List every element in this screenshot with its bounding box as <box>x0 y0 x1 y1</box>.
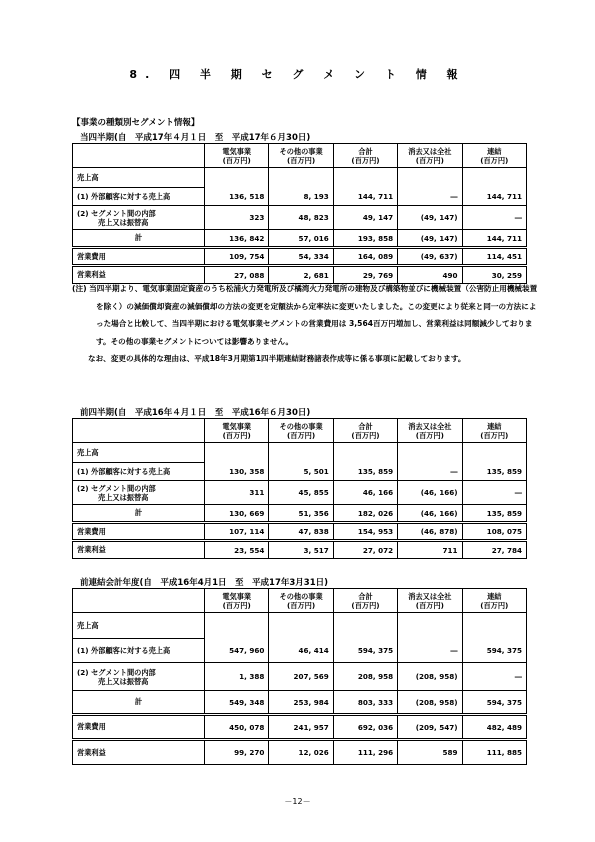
cell: 45, 855 <box>269 481 333 505</box>
cell: 547, 960 <box>205 639 269 663</box>
cell: (46, 878) <box>398 523 462 541</box>
cell: (49, 147) <box>398 230 462 248</box>
cell: (209, 547) <box>398 715 462 740</box>
label-internal: (2) セグメント間の内部 売上又は振替高 <box>73 663 205 691</box>
cell: 136, 842 <box>205 230 269 248</box>
label-expenses: 営業費用 <box>73 248 205 266</box>
footnote <box>72 280 542 368</box>
cell: ― <box>462 206 526 230</box>
cell: 144, 711 <box>462 230 526 248</box>
col-consolidated: 連結 (百万円) <box>462 419 526 443</box>
cell: 241, 957 <box>269 715 333 740</box>
cell: 48, 823 <box>269 206 333 230</box>
cell: 2, 681 <box>269 266 333 284</box>
cell: (46, 166) <box>398 481 462 505</box>
cell: (46, 166) <box>398 505 462 523</box>
label-external: (1) 外部顧客に対する売上高 <box>73 639 205 663</box>
header-row <box>73 419 527 443</box>
cell: 182, 026 <box>333 505 397 523</box>
col-elimination: 消去又は全社 (百万円) <box>398 589 462 613</box>
segment-table-prior-quarter <box>72 418 527 559</box>
cell: 5, 501 <box>269 463 333 481</box>
cell: 27, 072 <box>333 541 397 559</box>
cell: 135, 859 <box>462 463 526 481</box>
segment-table-current-quarter <box>72 143 527 284</box>
section-heading: 【事業の種類別セグメント情報】 <box>72 118 200 128</box>
col-other: その他の事業 (百万円) <box>269 144 333 168</box>
row-sales <box>73 443 527 463</box>
row-expenses <box>73 248 527 266</box>
label-total: 計 <box>73 230 205 248</box>
cell: 594, 375 <box>462 639 526 663</box>
page-title: 8. 四 半 期 セ グ メ ン ト 情 報 <box>129 68 466 81</box>
cell: 193, 858 <box>333 230 397 248</box>
header-row <box>73 589 527 613</box>
cell: 135, 859 <box>333 463 397 481</box>
label-total: 計 <box>73 691 205 715</box>
cell: 144, 711 <box>333 188 397 206</box>
col-other: その他の事業 (百万円) <box>269 419 333 443</box>
cell: 154, 953 <box>333 523 397 541</box>
cell: 27, 784 <box>462 541 526 559</box>
cell: 711 <box>398 541 462 559</box>
cell: (208, 958) <box>398 663 462 691</box>
label-profit: 営業利益 <box>73 740 205 765</box>
cell: 46, 166 <box>333 481 397 505</box>
cell: 46, 414 <box>269 639 333 663</box>
label-external: (1) 外部顧客に対する売上高 <box>73 463 205 481</box>
cell: ― <box>398 188 462 206</box>
cell: 3, 517 <box>269 541 333 559</box>
cell: 111, 296 <box>333 740 397 765</box>
row-internal <box>73 206 527 230</box>
page-number: －12－ <box>284 797 311 806</box>
cell: 54, 334 <box>269 248 333 266</box>
cell: 8, 193 <box>269 188 333 206</box>
label-external: (1) 外部顧客に対する売上高 <box>73 188 205 206</box>
cell: 164, 089 <box>333 248 397 266</box>
row-sales <box>73 168 527 188</box>
cell: 107, 114 <box>205 523 269 541</box>
col-consolidated: 連結 (百万円) <box>462 144 526 168</box>
row-expenses <box>73 523 527 541</box>
col-elimination: 消去又は全社 (百万円) <box>398 419 462 443</box>
label-profit: 営業利益 <box>73 541 205 559</box>
header-blank <box>73 419 205 443</box>
footnote-main: (注) 当四半期より、電気事業固定資産のうち松浦火力発電所及び橘湾火力発電所の建物及び構築物並びに機械装置（公害防止用機械装置を除く）の減価償却資産の減価償却の方法の変更を定額法から定率法に変更いたしました。この変更により従来と同一の方法によった場合と比較して、当四半期における電気事業セグメントの営業費用は 3,564百万円増加し、営業利益は同額減少しております。その他の事業セグメントについては影響ありません。 <box>72 284 538 346</box>
cell: 30, 259 <box>462 266 526 284</box>
cell: 135, 859 <box>462 505 526 523</box>
cell: 99, 270 <box>205 740 269 765</box>
cell: 29, 769 <box>333 266 397 284</box>
cell: 109, 754 <box>205 248 269 266</box>
row-profit <box>73 541 527 559</box>
row-total <box>73 505 527 523</box>
cell: 136, 518 <box>205 188 269 206</box>
row-external <box>73 463 527 481</box>
cell: (49, 147) <box>398 206 462 230</box>
col-total: 合計 (百万円) <box>333 589 397 613</box>
col-total: 合計 (百万円) <box>333 419 397 443</box>
row-external <box>73 188 527 206</box>
label-internal: (2) セグメント間の内部 売上又は振替高 <box>73 206 205 230</box>
cell: 57, 016 <box>269 230 333 248</box>
cell: (49, 637) <box>398 248 462 266</box>
cell: 108, 075 <box>462 523 526 541</box>
cell: 47, 838 <box>269 523 333 541</box>
cell: 130, 358 <box>205 463 269 481</box>
row-internal <box>73 663 527 691</box>
period-current-quarter: 当四半期(自 平成17年４月１日 至 平成17年６月30日) <box>80 133 311 143</box>
col-electric: 電気事業 (百万円) <box>205 419 269 443</box>
row-profit <box>73 740 527 765</box>
cell: ― <box>462 481 526 505</box>
footnote-reason: なお、変更の具体的な理由は、平成18年3月期第1四半期連結財務諸表作成等に係る事項に記載しております。 <box>88 354 466 363</box>
header-blank <box>73 589 205 613</box>
label-total: 計 <box>73 505 205 523</box>
cell: 594, 375 <box>333 639 397 663</box>
row-internal <box>73 481 527 505</box>
label-sales: 売上高 <box>73 443 205 463</box>
cell: 803, 333 <box>333 691 397 715</box>
row-total <box>73 691 527 715</box>
cell: 490 <box>398 266 462 284</box>
cell: 111, 885 <box>462 740 526 765</box>
col-other: その他の事業 (百万円) <box>269 589 333 613</box>
cell: 207, 569 <box>269 663 333 691</box>
cell: 51, 356 <box>269 505 333 523</box>
row-sales <box>73 613 527 639</box>
segment-table-prior-fiscal-year <box>72 588 527 765</box>
row-expenses <box>73 715 527 740</box>
cell: 589 <box>398 740 462 765</box>
cell: 549, 348 <box>205 691 269 715</box>
label-expenses: 営業費用 <box>73 715 205 740</box>
col-total: 合計 (百万円) <box>333 144 397 168</box>
cell: 114, 451 <box>462 248 526 266</box>
label-sales: 売上高 <box>73 613 205 639</box>
header-blank <box>73 144 205 168</box>
header-row <box>73 144 527 168</box>
cell: ― <box>398 639 462 663</box>
cell: 692, 036 <box>333 715 397 740</box>
cell: 311 <box>205 481 269 505</box>
cell: 12, 026 <box>269 740 333 765</box>
col-elimination: 消去又は全社 (百万円) <box>398 144 462 168</box>
cell: 23, 554 <box>205 541 269 559</box>
label-expenses: 営業費用 <box>73 523 205 541</box>
col-electric: 電気事業 (百万円) <box>205 144 269 168</box>
label-profit: 営業利益 <box>73 266 205 284</box>
period-prior-quarter: 前四半期(自 平成16年４月１日 至 平成16年６月30日) <box>80 408 311 418</box>
period-prior-fiscal-year: 前連結会計年度(自 平成16年4月1日 至 平成17年3月31日) <box>80 578 329 588</box>
label-internal: (2) セグメント間の内部 売上又は振替高 <box>73 481 205 505</box>
cell: 594, 375 <box>462 691 526 715</box>
row-total <box>73 230 527 248</box>
cell: 130, 669 <box>205 505 269 523</box>
cell: 144, 711 <box>462 188 526 206</box>
col-electric: 電気事業 (百万円) <box>205 589 269 613</box>
row-external <box>73 639 527 663</box>
label-sales: 売上高 <box>73 168 205 188</box>
cell: 450, 078 <box>205 715 269 740</box>
cell: 253, 984 <box>269 691 333 715</box>
cell: 482, 489 <box>462 715 526 740</box>
cell: 49, 147 <box>333 206 397 230</box>
cell: 208, 958 <box>333 663 397 691</box>
cell: (208, 958) <box>398 691 462 715</box>
cell: 1, 388 <box>205 663 269 691</box>
cell: ― <box>398 463 462 481</box>
cell: 27, 088 <box>205 266 269 284</box>
cell: 323 <box>205 206 269 230</box>
cell: ― <box>462 663 526 691</box>
col-consolidated: 連結 (百万円) <box>462 589 526 613</box>
